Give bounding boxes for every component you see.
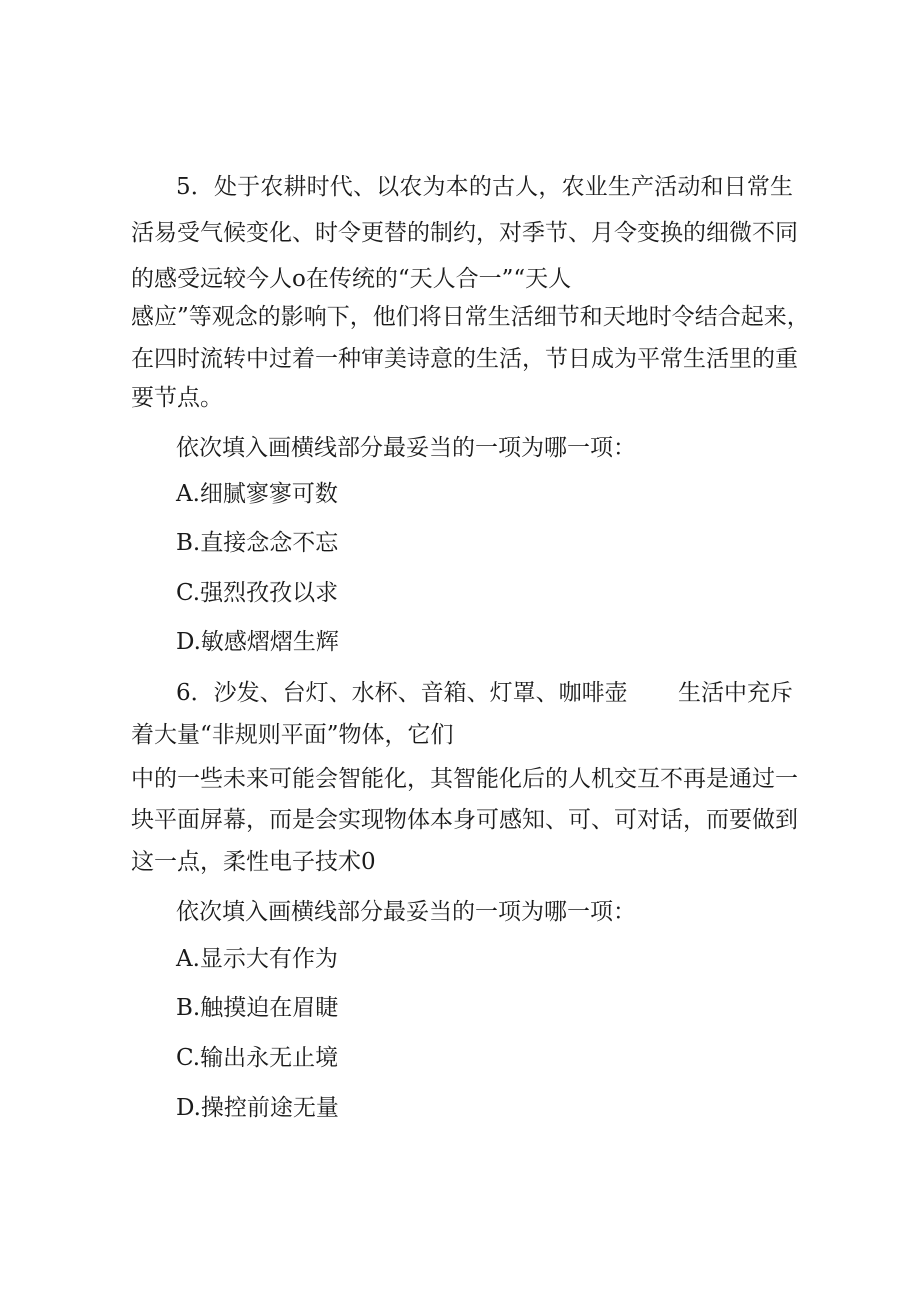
q5-line-3: 的感受远较今人o在传统的“天人合一”“天人	[131, 266, 572, 292]
q5-line-2: 活易受气候变化、时令更替的制约，对季节、月令变换的细微不同	[131, 220, 798, 246]
q6-line-3: 中的一些未来可能会智能化，其智能化后的人机交互不再是通过一	[131, 766, 798, 792]
q6-line-1	[176, 678, 793, 708]
q6-line-1-left: 6．沙发、台灯、水杯、音箱、灯罩、咖啡壶	[176, 680, 628, 706]
q5-line-6: 要节点。	[131, 385, 223, 411]
q6-line-2: 着大量“非规则平面”物体，它们	[131, 722, 454, 748]
q6-prompt: 依次填入画横线部分最妥当的一项为哪一项：	[176, 899, 636, 925]
q6-line-1-right: 生活中充斥	[678, 680, 793, 706]
q5-line-4: 感应”等观念的影响下，他们将日常生活细节和天地时令结合起来，	[131, 304, 810, 330]
q5-option-d: D.敏感熠熠生辉	[176, 629, 339, 655]
q6-option-d: D.操控前途无量	[176, 1095, 339, 1121]
q6-option-c: C.输出永无止境	[176, 1045, 339, 1071]
q6-line-4: 块平面屏幕，而是会实现物体本身可感知、可、可对话，而要做到	[131, 807, 798, 833]
q5-option-c: C.强烈孜孜以求	[176, 580, 339, 606]
q5-line-5: 在四时流转中过着一种审美诗意的生活，节日成为平常生活里的重	[131, 346, 798, 372]
q5-prompt: 依次填入画横线部分最妥当的一项为哪一项：	[176, 435, 636, 461]
q6-option-a: A.显示大有作为	[176, 946, 338, 972]
q5-option-b: B.直接念念不忘	[176, 530, 339, 556]
q6-option-b: B.触摸迫在眉睫	[176, 995, 339, 1021]
q5-line-1: 5．处于农耕时代、以农为本的古人，农业生产活动和日常生	[176, 174, 793, 200]
q5-option-a: A.细腻寥寥可数	[176, 481, 338, 507]
q6-line-5: 这一点，柔性电子技术0	[131, 849, 376, 875]
